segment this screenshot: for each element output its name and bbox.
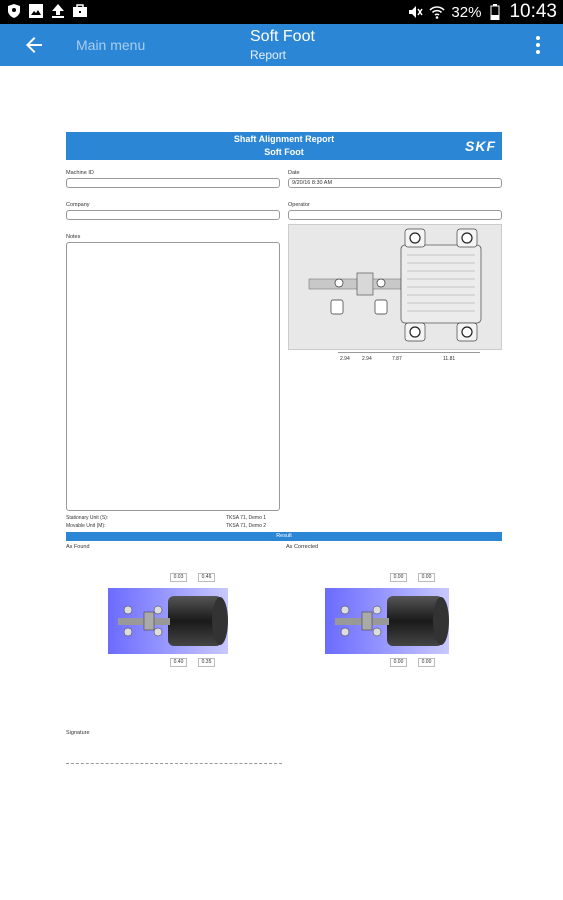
page-subtitle: Report bbox=[250, 48, 287, 62]
operator-label: Operator bbox=[288, 202, 310, 208]
image-icon bbox=[28, 3, 44, 19]
battery-icon bbox=[487, 4, 503, 20]
dimension-label: 7.87 bbox=[392, 356, 402, 362]
as-found-label: As Found bbox=[66, 544, 90, 550]
movable-unit-label: Movable Unit (M): bbox=[66, 523, 106, 529]
main-menu-link[interactable]: Main menu bbox=[76, 37, 146, 53]
shield-icon bbox=[6, 3, 22, 19]
result-bar: Result bbox=[66, 532, 502, 541]
signature-line bbox=[66, 763, 282, 764]
clock: 10:43 bbox=[509, 1, 557, 22]
notes-label: Notes bbox=[66, 234, 81, 240]
as-found-motor-image bbox=[108, 588, 228, 654]
date-label: Date bbox=[288, 170, 300, 176]
signature-label: Signature bbox=[66, 730, 90, 736]
dimension-row bbox=[338, 352, 480, 370]
stationary-unit-value: TKSA 71, Demo 1 bbox=[226, 515, 267, 521]
motor-3d-icon bbox=[108, 588, 228, 654]
as-corrected-motor-image bbox=[325, 588, 449, 654]
motor-3d-icon bbox=[325, 588, 449, 654]
status-bar bbox=[0, 0, 563, 24]
stationary-unit-label: Stationary Unit (S): bbox=[66, 515, 109, 521]
arrow-left-icon[interactable] bbox=[22, 33, 46, 57]
report-title: Shaft Alignment Report bbox=[233, 134, 335, 144]
title-block bbox=[250, 27, 315, 63]
as-found-value: 0.03 bbox=[170, 573, 187, 582]
upload-icon bbox=[50, 3, 66, 19]
as-corrected-value: 0.00 bbox=[418, 573, 435, 582]
as-found-value: 0.46 bbox=[198, 573, 215, 582]
as-corrected-label: As Corrected bbox=[286, 544, 319, 550]
report-subtitle: Soft Foot bbox=[264, 147, 304, 157]
app-bar bbox=[0, 24, 563, 66]
machine-id-label: Machine ID bbox=[66, 170, 94, 176]
company-field bbox=[66, 210, 280, 220]
as-corrected-value: 0.00 bbox=[418, 658, 435, 667]
notes-field bbox=[66, 242, 280, 511]
company-label: Company bbox=[66, 202, 90, 208]
date-field: 9/20/16 8:30 AM bbox=[288, 178, 502, 188]
as-corrected-value: 0.00 bbox=[390, 658, 407, 667]
operator-field bbox=[288, 210, 502, 220]
wifi-icon bbox=[429, 4, 445, 20]
dimension-label: 11.81 bbox=[443, 356, 456, 362]
battery-percent: 32% bbox=[451, 3, 482, 21]
as-corrected-value: 0.00 bbox=[390, 573, 407, 582]
machine-id-field bbox=[66, 178, 280, 188]
skf-logo: SKF bbox=[465, 138, 496, 154]
report-header bbox=[66, 132, 502, 160]
page-title: Soft Foot bbox=[250, 28, 315, 45]
as-found-value: 0.40 bbox=[170, 658, 187, 667]
mute-icon bbox=[407, 4, 423, 20]
movable-unit-value: TKSA 71, Demo 2 bbox=[226, 523, 267, 529]
more-vert-icon[interactable] bbox=[535, 35, 541, 55]
dimension-label: 2.94 bbox=[340, 356, 350, 362]
dimension-label: 2.94 bbox=[362, 356, 372, 362]
motor-diagram-icon bbox=[289, 225, 503, 351]
briefcase-icon bbox=[72, 3, 88, 19]
as-found-value: 0.35 bbox=[198, 658, 215, 667]
machine-diagram bbox=[288, 224, 502, 350]
